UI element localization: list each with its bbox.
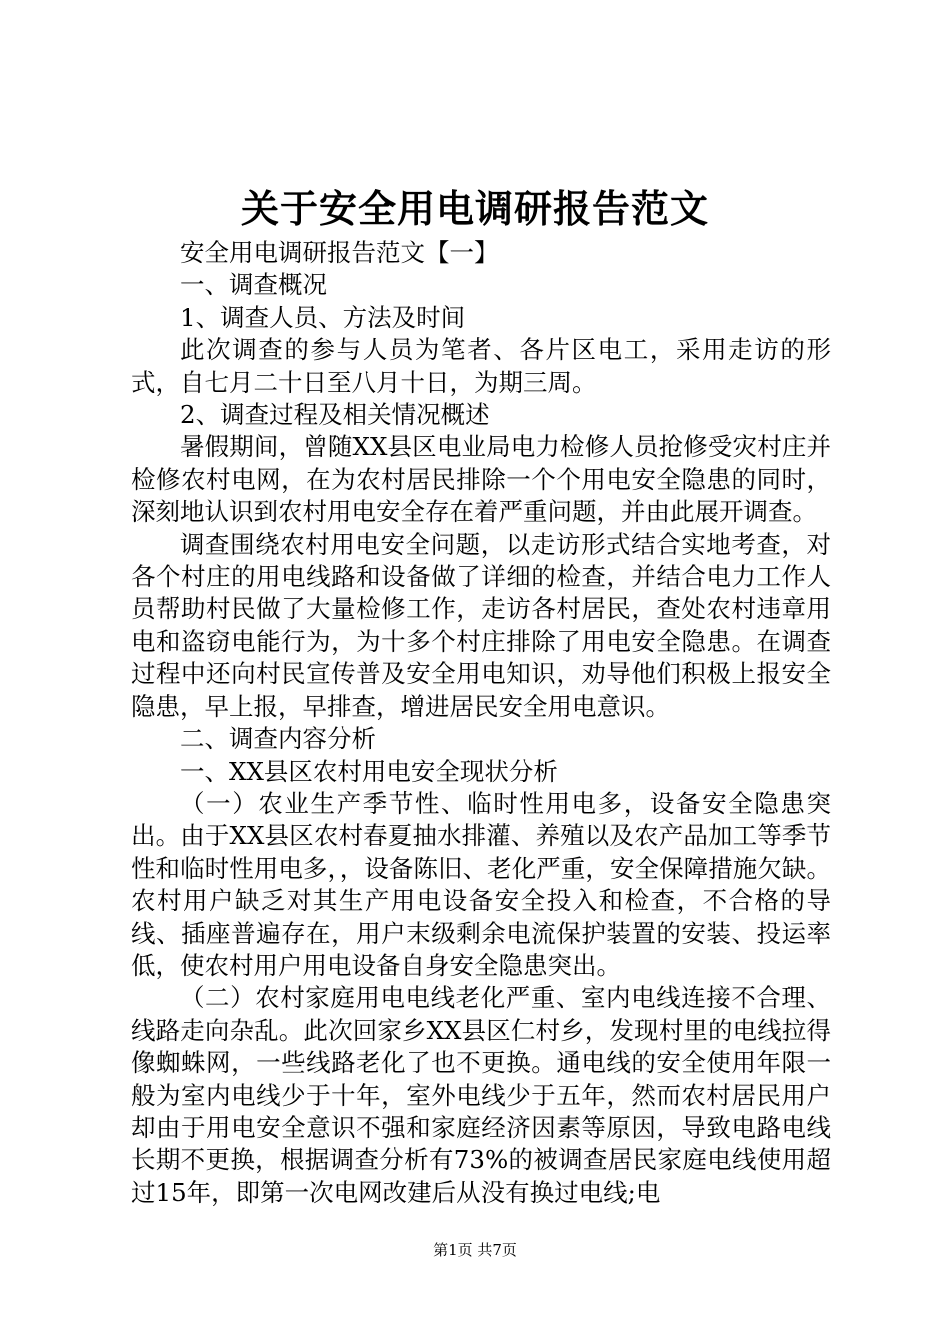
section-heading: 安全用电调研报告范文【一】 [180,238,499,267]
subsection-heading: 1、调查人员、方法及时间 [180,302,466,332]
page-footer: 第1页 共7页 [433,1241,517,1259]
subsection-heading: 一、XX县区农村用电安全现状分析 [180,756,558,786]
section-heading: 二、调查内容分析 [180,724,376,754]
paragraph: 暑假期间，曾随XX县区电业局电力检修人员抢修受灾村庄并检修农村电网，在为农村居民排除一个个用电安全隐患的同时，深刻地认识到农村用电安全存在着严重问题，并由此展开调查。 [131,432,831,527]
section-heading: 一、调查概况 [180,270,327,300]
paragraph: 此次调查的参与人员为笔者、各片区电工，采用走访的形式，自七月二十日至八月十日，为期三周。 [131,335,831,397]
document-body [131,237,831,1209]
subsection-heading: 2、调查过程及相关情况概述 [180,400,490,430]
paragraph: 调查围绕农村用电安全问题，以走访形式结合实地考查，对各个村庄的用电线路和设备做了详细的检查，并结合电力工作人员帮助村民做了大量检修工作，走访各村居民，查处农村违章用电和盗窃电能行为，为十多个村庄排除了用电安全隐患。在调查过程中还向村民宣传普及安全用电知识，劝导他们积极上报安全隐患，早上报，早排查，增进居民安全用电意识。 [131,529,831,721]
paragraph: （二）农村家庭用电电线老化严重、室内电线连接不合理、线路走向杂乱。此次回家乡XX县区仁村乡，发现村里的电线拉得像蜘蛛网，一些线路老化了也不更换。通电线的安全使用年限一般为室内电线少于十年，室外电线少于五年，然而农村居民用户却由于用电安全意识不强和家庭经济因素等原因，导致电路电线长期不更换，根据调查分析有73%的被调查居民家庭电线使用超过15年，即第一次电网改建后从没有换过电线;电 [131,983,831,1207]
paragraph: （一）农业生产季节性、临时性用电多，设备安全隐患突出。由于XX县区农村春夏抽水排灌、养殖以及农产品加工等季节性和临时性用电多，，设备陈旧、老化严重，安全保障措施欠缺。农村用户缺乏对其生产用电设备安全投入和检查，不合格的导线、插座普遍存在，用户末级剩余电流保护装置的安装、投运率低，使农村用户用电设备自身安全隐患突出。 [131,788,831,980]
document-title: 关于安全用电调研报告范文 [240,186,709,231]
